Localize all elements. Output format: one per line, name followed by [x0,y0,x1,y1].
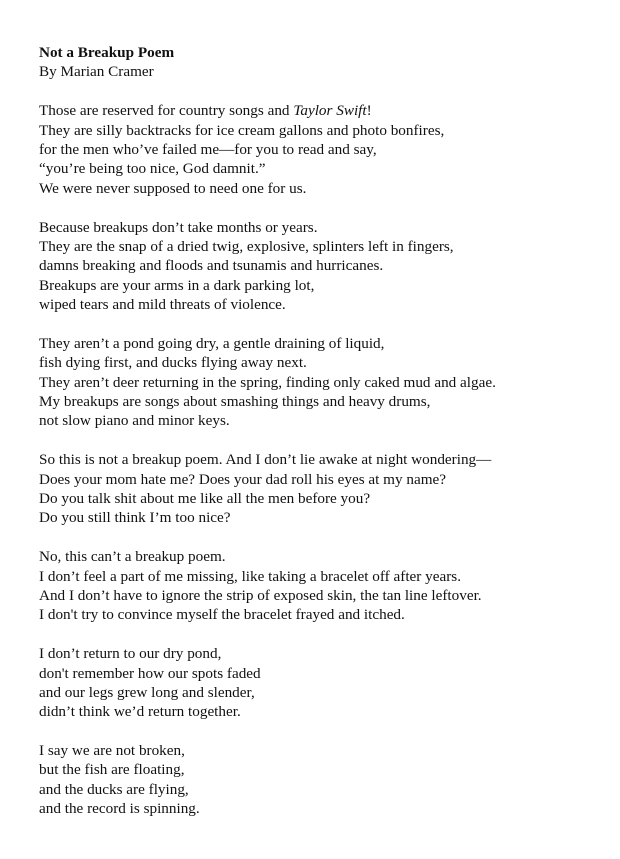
line-text: didn’t think we’d return together. [39,703,241,721]
poem-line [39,411,610,430]
line-text: My breakups are songs about smashing things and heavy drums, [39,393,431,411]
poem-line [39,140,610,159]
line-text: and the record is spinning. [39,800,200,818]
poem-line [39,567,610,586]
line-text: don't remember how our spots faded [39,664,261,682]
line-text: I don’t feel a part of me missing, like taking a bracelet off after years. [39,567,461,585]
line-text: and our legs grew long and slender, [39,683,255,701]
stanza [39,218,610,315]
line-text: No, this can’t a breakup poem. [39,548,226,566]
line-text: I don’t return to our dry pond, [39,645,222,663]
line-text: They are the snap of a dried twig, explosive, splinters left in fingers, [39,237,454,255]
stanza [39,741,610,819]
line-text: for the men who’ve failed me—for you to read and say, [39,140,377,158]
line-text: wiped tears and mild threats of violence. [39,296,286,314]
stanza [39,334,610,431]
poem-line [39,799,610,818]
line-text: They aren’t deer returning in the spring, finding only caked mud and algae. [39,373,496,391]
poem-line [39,237,610,256]
poem-line [39,489,610,508]
poem-title: Not a Breakup Poem [39,44,175,61]
line-text: Breakups are your arms in a dark parking lot, [39,276,315,294]
poem-line [39,218,610,237]
poem-line [39,780,610,799]
poem-line [39,547,610,566]
poem-line [39,121,610,140]
poem-author: By Marian Cramer [39,63,154,81]
poem-line [39,644,610,663]
poem-line [39,683,610,702]
stanza [39,101,610,198]
line-text: not slow piano and minor keys. [39,412,230,430]
poem-line [39,353,610,372]
line-text: Do you talk shit about me like all the men before you? [39,490,371,508]
poem-line [39,508,610,527]
poem-line [39,741,610,760]
line-text: So this is not a breakup poem. And I don’t lie awake at night wondering— [39,451,492,469]
poem-line [39,101,610,120]
poem-line [39,276,610,295]
poem-document [39,43,610,838]
poem-line [39,295,610,314]
line-text: We were never supposed to need one for us. [39,179,307,197]
line-text: and the ducks are flying, [39,780,189,798]
poem-line [39,256,610,275]
line-text: They aren’t a pond going dry, a gentle draining of liquid, [39,334,385,352]
poem-line [39,664,610,683]
line-text: damns breaking and floods and tsunamis and hurricanes. [39,257,384,275]
poem-line [39,450,610,469]
line-text: ! [366,102,372,120]
poem-line [39,392,610,411]
line-text: They are silly backtracks for ice cream gallons and photo bonfires, [39,121,445,139]
poem-line [39,179,610,198]
stanza [39,450,610,528]
poem-line [39,586,610,605]
line-text: Does your mom hate me? Does your dad roll his eyes at my name? [39,470,446,488]
poem-line [39,159,610,178]
stanza [39,644,610,722]
poem-line [39,470,610,489]
line-text: fish dying first, and ducks flying away next. [39,354,307,372]
poem-line [39,334,610,353]
poem-line [39,605,610,624]
line-text: I don't try to convince myself the bracelet frayed and itched. [39,606,405,624]
poem-line [39,373,610,392]
line-text: “you’re being too nice, God damnit.” [39,160,266,178]
poem-body [39,101,610,818]
line-text: Those are reserved for country songs and [39,102,294,120]
line-text: Do you still think I’m too nice? [39,509,231,527]
line-text: And I don’t have to ignore the strip of exposed skin, the tan line leftover. [39,586,482,604]
line-text: I say we are not broken, [39,742,185,760]
italic-text: Taylor Swift [293,102,367,120]
line-text: Because breakups don’t take months or years. [39,218,318,236]
stanza [39,547,610,625]
line-text: but the fish are floating, [39,761,185,779]
poem-line [39,702,610,721]
poem-line [39,760,610,779]
